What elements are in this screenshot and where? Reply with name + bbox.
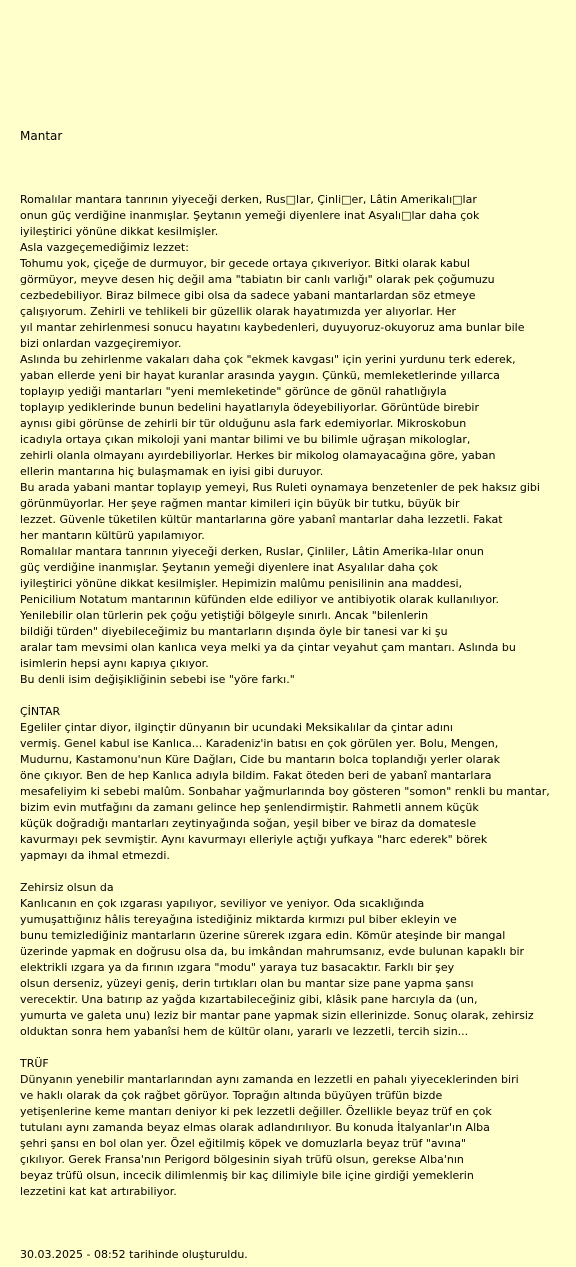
article-line: Romalılar mantara tanrının yiyeceği derken, Ruslar, Çinliler, Lâtin Amerika-lılar onun	[20, 545, 484, 558]
article-line: lezzetini kat kat artırabiliyor.	[20, 1185, 177, 1198]
article-line: öne çıkıyor. Ben de hep Kanlıca adıyla bildim. Fakat öteden beri de yabanî mantarlara	[20, 769, 492, 782]
article-line: yaban ellerde yeni bir hayat kuranlar arasında yaygın. Çünkü, memleketlerinde yıllarca	[20, 369, 500, 382]
article-line: şehri şansı en bol olan yer. Özel eğitilmiş köpek ve domuzlarla beyaz trüf "avına"	[20, 1137, 467, 1150]
article-line: Egeliler çintar diyor, ilginçtir dünyanın bir ucundaki Meksikalılar da çintar adını	[20, 721, 453, 734]
article-line: her mantarın kültürü yapılamıyor.	[20, 529, 205, 542]
article-line: görmüyor, meyve desen hiç değil ama "tabiatın bir canlı varlığı" olarak pek çoğumuzu	[20, 273, 495, 286]
article-line: üzerinde yapmak en doğrusu olsa da, bu imkândan mahrumsanız, evde bulunan kapaklı bir	[20, 945, 525, 958]
article-line: onun güç verdiğine inanmışlar. Şeytanın yemeği diyenlere inat Asyalı□lar daha çok	[20, 209, 480, 222]
article-line: lezzet. Güvenle tüketilen kültür mantarlarına göre yabanî mantarlar daha lezzetli. Fakat	[20, 513, 503, 526]
article-line: olsun derseniz, yüzeyi geniş, derin tırtıkları olan bu mantar size pane yapma şansı	[20, 977, 474, 990]
article-line: ÇİNTAR	[20, 705, 61, 718]
article-line: bizim evin mutfağını da zamanı gelince hep şenlendirmiştir. Rahmetli annem küçük	[20, 801, 479, 814]
paragraph-gap	[20, 1040, 568, 1056]
article-line: isimlerin hepsi aynı kapıya çıkıyor.	[20, 657, 209, 670]
article-line: yumurta ve galeta unu) leziz bir mantar pane yapmak sizin ellerinizde. Sonuç olarak, zehirsiz	[20, 1009, 534, 1022]
article-line: icadıyla ortaya çıkan mikoloji yani mantar bilimi ve bu bilimle uğraşan mikologlar,	[20, 433, 471, 446]
article-line: bizi onlardan vazgeçiremiyor.	[20, 337, 182, 350]
paragraph-gap	[20, 864, 568, 880]
article-line: Dünyanın yenebilir mantarlarından aynı zamanda en lezzetli en pahalı yiyeceklerinden biri	[20, 1073, 519, 1086]
article-line: Kanlıcanın en çok ızgarası yapılıyor, seviliyor ve yeniyor. Oda sıcaklığında	[20, 897, 425, 910]
article-line: çıkılıyor. Gerek Fransa'nın Perigord bölgesinin siyah trüfü olsun, gerekse Alba'nın	[20, 1153, 464, 1166]
article-line: cezbedebiliyor. Biraz bilmece gibi olsa da sadece yabani mantarlardan söz etmeye	[20, 289, 476, 302]
created-timestamp: 30.03.2025 - 08:52 tarihinde oluşturuldu.	[20, 1248, 248, 1261]
article-line: beyaz trüfü olsun, incecik dilimlenmiş bir kaç dilimiyle bile içine girdiği yemeklerin	[20, 1169, 474, 1182]
article-line: görünmüyorlar. Her şeye rağmen mantar kimileri için büyük bir tutku, büyük bir	[20, 497, 460, 510]
article-line: Bu arada yabani mantar toplayıp yemeyi, Rus Ruleti oynamaya benzetenler de pek haksız gibi	[20, 481, 540, 494]
article-line: iyileştirici yönüne dikkat kesilmişler.	[20, 225, 219, 238]
article-line: Aslında bu zehirlenme vakaları daha çok "ekmek kavgası" için yerini yurdunu terk ederek,	[20, 353, 516, 366]
article-line: yetişenlerine keme mantarı deniyor ki pek lezzetli değiller. Özellikle beyaz trüf en çok	[20, 1105, 492, 1118]
paragraph-gap	[20, 688, 568, 704]
article-line: iyileştirici yönüne dikkat kesilmişler. Hepimizin malûmu penisilinin ana maddesi,	[20, 577, 463, 590]
article-line: verecektir. Una batırıp az yağda kızartabileceğiniz gibi, klâsik pane harcıyla da (un,	[20, 993, 478, 1006]
page-title: Mantar	[20, 129, 63, 143]
article-line: küçük doğradığı mantarları zeytinyağında soğan, yeşil biber ve biraz da domatesle	[20, 817, 477, 830]
article-line: TRÜF	[20, 1057, 49, 1070]
article-line: güç verdiğine inanmışlar. Şeytanın yemeği diyenlere inat Asyalılar daha çok	[20, 561, 438, 574]
article-line: Mudurnu, Kastamonu'nun Küre Dağları, Cide bu mantarın bolca toplandığı yerler olarak	[20, 753, 500, 766]
article-line: bunu temizlediğiniz mantarların üzerine sürerek ızgara edin. Kömür ateşinde bir mangal	[20, 929, 506, 942]
article-line: Yenilebilir olan türlerin pek çoğu yetiştiği bölgeyle sınırlı. Ancak "bilenlerin	[20, 609, 429, 622]
article-line: ellerin mantarına hiç bulaşmamak en iyisi gibi duruyor.	[20, 465, 324, 478]
article-line: yumuşattığınız hâlis tereyağına istediğiniz miktarda kırmızı pul biber ekleyin ve	[20, 913, 457, 926]
article-line: Zehirsiz olsun da	[20, 881, 114, 894]
article-line: aynısı gibi görünse de zehirli bir tür olduğunu asla fark edemiyorlar. Mikroskobun	[20, 417, 467, 430]
article-line: aralar tam mevsimi olan kanlıca veya melki ya da çintar veyahut çam mantarı. Aslında bu	[20, 641, 516, 654]
article-line: olduktan sonra hem yabanîsi hem de kültür olanı, yararlı ve lezzetli, tercih sizin...	[20, 1025, 469, 1038]
article-line: toplayıp yediği mantarları "yeni memleketinde" görünce de gönül rahatlığıyla	[20, 385, 447, 398]
article-line: tutulanı aynı zamanda beyaz elmas olarak adlandırılıyor. Bu konuda İtalyanlar'ın Alba	[20, 1121, 490, 1134]
article-line: kavurmayı pek sevmiştir. Aynı kavurmayı elleriyle açtığı yufkaya "harc ederek" börek	[20, 833, 488, 846]
article-line: Bu denli isim değişikliğinin sebebi ise "yöre farkı."	[20, 673, 295, 686]
article-line: Tohumu yok, çiçeğe de durmuyor, bir gecede ortaya çıkıveriyor. Bitki olarak kabul	[20, 257, 470, 270]
article-line: çalışıyorum. Zehirli ve tehlikeli bir güzellik olarak hayatımızda yer alıyorlar. Her	[20, 305, 457, 318]
article-line: elektrikli ızgara ya da fırının ızgara "modu" yaraya tuz basacaktır. Farklı bir şey	[20, 961, 455, 974]
article-line: mesafeliyim ki sebebi malûm. Sonbahar yağmurlarında boy gösteren "somon" renkli bu mantar,	[20, 785, 550, 798]
article-line: toplayıp yediklerinde bunun bedelini hayatlarıyla ödeyebiliyorlar. Görüntüde birebir	[20, 401, 480, 414]
article-line: bildiği türden" diyebileceğimiz bu mantarların dışında öyle bir tanesi var ki şu	[20, 625, 448, 638]
article-line: zehirli olanla olmayanı ayırdebiliyorlar. Herkes bir mikolog olamayacağına göre, yaban	[20, 449, 496, 462]
article-line: Romalılar mantara tanrının yiyeceği derken, Rus□lar, Çinli□er, Lâtin Amerikalı□lar	[20, 193, 477, 206]
article-line: vermiş. Genel kabul ise Kanlıca... Karadeniz'in batısı en çok görülen yer. Bolu, Mengen,	[20, 737, 499, 750]
article-body	[20, 192, 568, 1200]
article-line: Penicilium Notatum mantarının küfünden elde ediliyor ve antibiyotik olarak kullanılıyor.	[20, 593, 500, 606]
article-line: yıl mantar zehirlenmesi sonucu hayatını kaybedenleri, duyuyoruz-okuyoruz ama bunlar bile	[20, 321, 525, 334]
article-line: ve haklı olarak da çok rağbet görüyor. Toprağın altında büyüyen trüfün bizde	[20, 1089, 443, 1102]
article-line: Asla vazgeçemediğimiz lezzet:	[20, 241, 189, 254]
article-line: yapmayı da ihmal etmezdi.	[20, 849, 170, 862]
